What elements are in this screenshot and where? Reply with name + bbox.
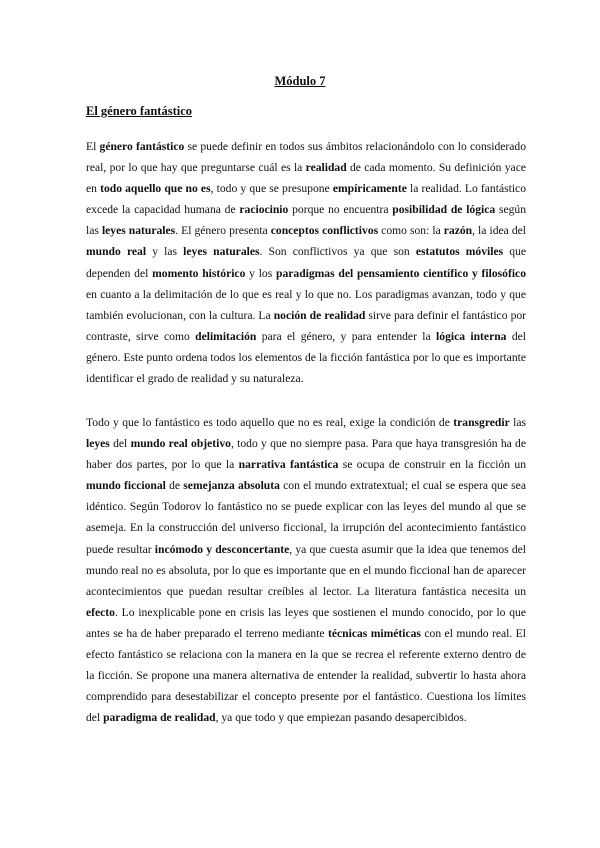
text-run: con el mundo real. El efecto fantástico se relaciona con la manera en la que se recrea el referente externo dentro de la ficción. Se propone una manera alternativa de entender la realidad, subvertir lo hasta ahora comprendido para desestabilizar el concepto presente por el fantástico. Cuestiona los límites del bbox=[86, 626, 526, 725]
section-heading: El género fantástico bbox=[86, 104, 193, 118]
text-run: , ya que todo y que empiezan pasando desapercibidos. bbox=[215, 711, 467, 725]
text-run: según las bbox=[86, 203, 527, 238]
text-run: se ocupa de construir en la ficción un bbox=[338, 458, 526, 472]
text-run: de bbox=[165, 479, 184, 493]
text-run: . Lo inexplicable pone en crisis las leyes que sostienen el mundo conocido, por lo que antes se ha de haber preparado el terreno mediante bbox=[86, 605, 526, 640]
text-run: las bbox=[509, 416, 526, 429]
bold-term: raciocinio bbox=[239, 203, 289, 217]
bold-term: mundo real objetivo bbox=[130, 437, 231, 451]
bold-term: posibilidad de lógica bbox=[392, 203, 496, 217]
text-run: que dependen del bbox=[86, 245, 527, 280]
bold-term: delimitación bbox=[195, 329, 257, 343]
text-run: , la idea del bbox=[472, 224, 526, 238]
bold-term: estatutos móviles bbox=[415, 245, 504, 259]
bold-term: transgredir bbox=[453, 416, 510, 429]
text-run: , todo y que no siempre pasa. Para que haya transgresión ha de haber dos partes, por lo que la bbox=[86, 437, 526, 472]
bold-term: momento histórico bbox=[152, 266, 246, 280]
text-run: del género. Este punto ordena todos los elementos de la ficción fantástica por lo que es importante identificar el grado de realidad y su naturaleza. bbox=[86, 329, 526, 386]
text-run: . Son conflictivos ya que son bbox=[259, 245, 416, 259]
text-run: y las bbox=[146, 245, 184, 259]
text-run: y los bbox=[245, 266, 276, 280]
text-run: sirve para definir el fantástico por contraste, sirve como bbox=[86, 308, 527, 343]
text-run: con el mundo extratextual; el cual se espera que sea idéntico. Según Todorov lo fantástico no se puede explicar con las leyes del mundo al que se asemeja. En la construcción del universo ficcional, la irrupción del acontecimiento fantástico puede resultar bbox=[86, 479, 526, 556]
text-run: , todo y que se presupone bbox=[210, 182, 333, 196]
text-run: El bbox=[86, 140, 100, 153]
text-run: se puede definir en todos sus ámbitos relacionándolo con lo considerado real, por lo que hay que preguntarse cuál es la bbox=[86, 140, 527, 175]
bold-term: mundo ficcional bbox=[86, 479, 166, 493]
bold-term: todo aquello que no es bbox=[100, 182, 211, 196]
bold-term: noción de realidad bbox=[273, 308, 366, 322]
text-run: . El género presenta bbox=[175, 224, 271, 238]
bold-term: empíricamente bbox=[332, 182, 407, 196]
bold-term: mundo real bbox=[86, 245, 147, 259]
bold-term: género fantástico bbox=[99, 140, 185, 153]
text-run: de cada momento. Su definición yace en bbox=[86, 161, 526, 196]
bold-term: razón bbox=[443, 224, 473, 238]
bold-term: conceptos conflictivos bbox=[270, 224, 379, 238]
bold-term: técnicas miméticas bbox=[328, 626, 421, 640]
module-title: Módulo 7 bbox=[274, 74, 326, 88]
bold-term: incómodo y desconcertante bbox=[154, 542, 290, 556]
text-run: la realidad. Lo fantástico excede la capacidad humana de bbox=[86, 182, 526, 217]
paragraph bbox=[86, 136, 526, 389]
bold-term: paradigmas del pensamiento científico y filosófico bbox=[276, 266, 526, 280]
bold-term: lógica interna bbox=[436, 329, 507, 343]
text-run: en cuanto a la delimitación de lo que es real y lo que no. Los paradigmas avanzan, todo y que también evolucionan, con la cultura. La bbox=[86, 287, 526, 322]
text-run: Todo y que lo fantástico es todo aquello que no es real, exige la condición de bbox=[86, 416, 454, 429]
bold-term: semejanza absoluta bbox=[183, 479, 280, 493]
bold-term: leyes naturales bbox=[183, 245, 260, 259]
text-run: del bbox=[109, 437, 131, 451]
text-run: , ya que cuesta asumir que la idea que tenemos del mundo real no es absoluta, por lo que es importante que en el mundo ficcional han de aparecer acontecimientos que puedan resultar creíbles al lector. La literatura fantástica necesita un bbox=[86, 542, 527, 598]
text-run: porque no encuentra bbox=[288, 203, 393, 217]
text-run: como son: la bbox=[378, 224, 444, 238]
bold-term: paradigma de realidad bbox=[103, 711, 216, 725]
bold-term: leyes naturales bbox=[101, 224, 176, 238]
bold-term: leyes bbox=[86, 437, 110, 451]
bold-term: realidad bbox=[305, 161, 347, 175]
paragraph bbox=[86, 412, 526, 728]
bold-term: narrativa fantástica bbox=[238, 458, 339, 472]
text-run: para el género, y para entender la bbox=[256, 329, 437, 343]
bold-term: efecto bbox=[86, 605, 115, 619]
